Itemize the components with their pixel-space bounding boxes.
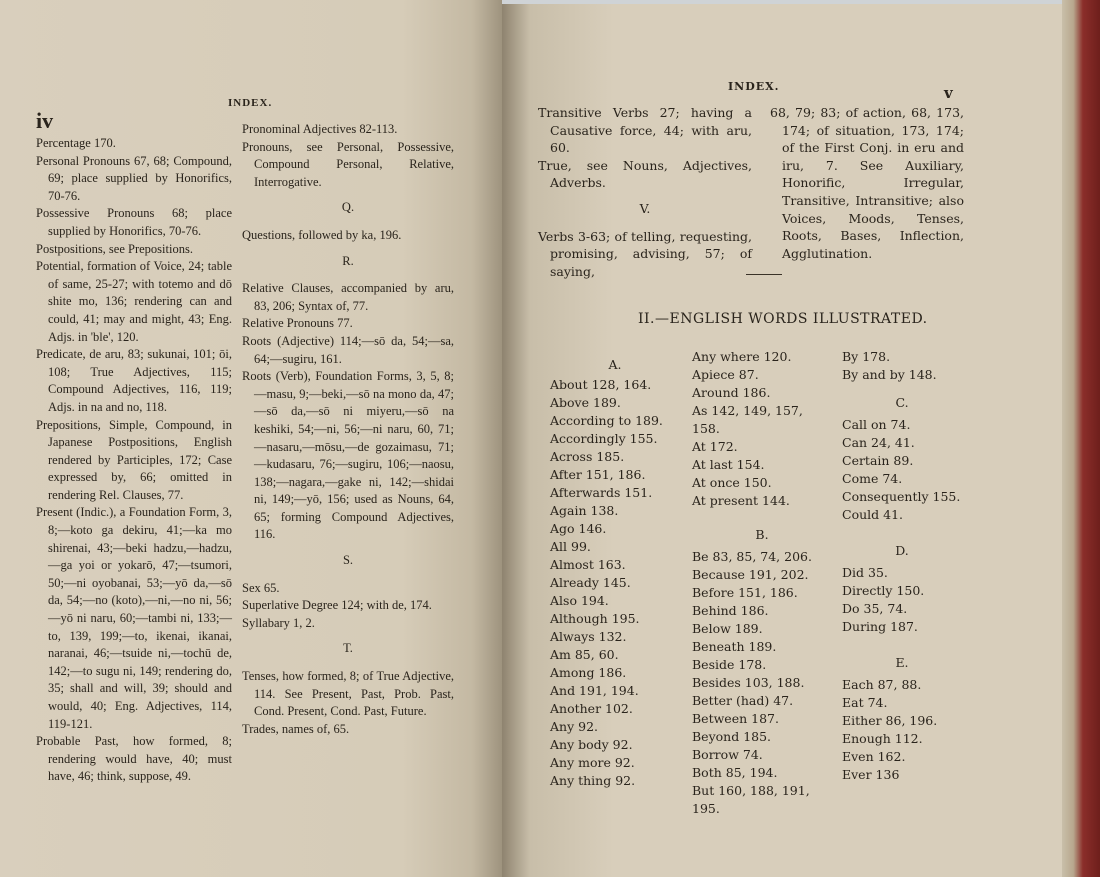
word-entry: Did 35. [842,565,888,580]
index-entry: Relative Clauses, accompanied by aru, 83, 206; Syntax of, 77. [242,281,454,313]
section-letter: S. [342,553,354,568]
word-entry: Be 83, 85, 74, 206. [692,549,812,564]
word-entry: Across 185. [550,449,625,464]
section-letter: T. [343,641,353,656]
word-entry: Both 85, 194. [692,765,778,780]
word-entry: But 160, 188, 191, 195. [692,783,810,816]
word-entry: Already 145. [550,575,631,590]
word-entry: Any more 92. [550,755,635,770]
index-entry: Pronominal Adjectives 82-113. [242,122,398,136]
spacer [842,784,962,792]
word-entry: Accordingly 155. [550,431,658,446]
word-entry: Above 189. [550,395,621,410]
index-entry: Roots (Adjective) 114;—sō da, 54;—sa, 64;—sugiru, 161. [242,333,454,366]
word-entry: Although 195. [550,611,640,626]
index-entry: 68, 79; 83; of action, 68, 173, 174; of situation, 173, 174; of the First Conj. in eru and iru, 7. See Auxiliary, Honorific, Irregular, Transitive, Intransitive; also Voices, Moods, Tenses, Roots, Bases, Inflection, Agglutination. [770,105,964,261]
section-letter: C. [895,395,909,410]
word-entry: Beyond 185. [692,729,772,744]
index-entry: Sex 65. [242,580,280,595]
index-entry: Questions, followed by ka, 196. [242,227,402,242]
word-entry: Any body 92. [550,737,633,752]
word-entry: Am 85, 60. [550,647,619,662]
index-entry: Superlative Degree 124; with de, 174. [242,598,432,613]
word-entry: Consequently 155. [842,489,961,504]
word-entry: Do 35, 74. [842,601,908,616]
section-letter: B. [755,527,769,542]
word-entry: Borrow 74. [692,747,763,762]
index-column-right-1 [538,104,752,280]
word-entry: Any thing 92. [550,773,636,788]
word-entry: Beneath 189. [692,639,777,654]
word-entry: Could 41. [842,507,903,522]
words-column-1 [550,356,680,790]
index-entry: Present (Indic.), a Foundation Form, 3, 8;—koto ga dekiru, 41;—ka mo shirenai, 43;—beki hadzu,—hadzu,—ga yoi or yokarō, 47;—tsumori, 50;—ni oyobanai, 53;—yō da,—sō da, 54;—no (koto),—ni,—no ni, 56;—yō ni naru, 60;—tambi ni, 133;—to, 139, 199;—to, ikenai, ikanai, naranai, 46;—tsuide ni,—tochū de, 142;—to sugu ni, 149; rendering do, 35; shall and will, 39; should and would, 40; Eng. Adjectives, 114, 119-121. [36,505,232,731]
word-entry: According to 189. [550,413,663,428]
index-entry: Prepositions, Simple, Compound, in Japanese Postpositions, English rendered by Participles, 172; Case expressed by, 66; omitted in rendering Rel. Clauses, 77. [36,417,232,502]
word-entry: Ever 136 [842,767,900,782]
word-entry: Around 186. [692,385,771,400]
index-entry: Syllabary 1, 2. [242,615,315,630]
word-entry: Always 132. [550,629,627,644]
word-entry: Almost 163. [550,557,626,572]
word-entry: Among 186. [550,665,627,680]
running-head-left: INDEX. [228,97,273,109]
word-entry: At 172. [692,439,738,454]
words-column-2 [692,348,832,818]
section-title: II.—ENGLISH WORDS ILLUSTRATED. [638,311,928,327]
word-entry: Enough 112. [842,731,923,746]
spacer [842,636,962,644]
word-entry: By 178. [842,349,891,364]
word-entry: Each 87, 88. [842,677,922,692]
word-entry: Either 86, 196. [842,713,938,728]
word-entry: Come 74. [842,471,903,486]
index-entry: Relative Pronouns 77. [242,316,353,331]
index-entry: Percentage 170. [36,136,116,150]
word-entry: Afterwards 151. [550,485,653,500]
section-letter: Q. [341,200,355,215]
word-entry: Besides 103, 188. [692,675,805,690]
section-letter: D. [895,543,909,558]
index-entry: Pronouns, see Personal, Possessive, Compound Personal, Relative, Interrogative. [242,139,454,189]
left-page [0,0,502,877]
spacer [842,524,962,532]
word-entry: Any where 120. [692,349,792,364]
word-entry: Behind 186. [692,603,769,618]
word-entry: Even 162. [842,749,906,764]
word-entry: Below 189. [692,621,763,636]
page-number-left: iv [36,108,54,133]
word-entry: Certain 89. [842,453,914,468]
word-entry: All 99. [550,539,591,554]
word-entry: Beside 178. [692,657,767,672]
word-entry: Call on 74. [842,417,911,432]
word-entry: During 187. [842,619,918,634]
word-entry: Directly 150. [842,583,925,598]
section-letter: R. [342,253,354,268]
index-entry: Trades, names of, 65. [242,721,350,736]
section-letter: V. [639,200,651,216]
word-entry: At present 144. [692,493,790,508]
index-entry: Transitive Verbs 27; having a Causative force, 44; with aru, 60. [538,105,752,156]
index-entry: Postpositions, see Prepositions. [36,241,193,256]
word-entry: As 142, 149, 157, 158. [692,403,803,436]
index-entry: Probable Past, how formed, 8; rendering would have, 40; must have, 46; think, suppose, 49. [36,734,232,784]
word-entry: About 128, 164. [550,377,652,392]
word-entry: Because 191, 202. [692,567,809,582]
index-column-left-1 [36,135,232,786]
word-entry: Again 138. [550,503,619,518]
word-entry: Another 102. [550,701,633,716]
word-entry: Can 24, 41. [842,435,915,450]
word-entry: Any 92. [550,719,598,734]
index-column-right-2 [770,104,964,262]
word-entry: Apiece 87. [692,367,759,382]
book-cover-edge [1062,0,1100,877]
word-entry: At last 154. [692,457,765,472]
index-entry: Potential, formation of Voice, 24; table of same, 25-27; with totemo and dō shite mo, 136; rendering can and could, 41; may and might, 43; Eng. Adjs. in 'ble', 120. [36,259,232,344]
word-entry: After 151, 186. [550,467,646,482]
word-entry: And 191, 194. [550,683,639,698]
word-entry: Also 194. [550,593,609,608]
page-number-right: v [944,84,953,102]
index-column-left-2 [242,121,454,738]
words-column-3 [842,348,962,792]
section-letter: E. [895,655,909,670]
index-entry: Predicate, de aru, 83; sukunai, 101; ōi, 108; True Adjectives, 115; Compound Adjectives, 116, 119; Adjs. in na and no, 118. [36,347,232,414]
running-head-right: INDEX. [728,80,780,93]
index-entry: Possessive Pronouns 68; place supplied by Honorifics, 70-76. [36,206,232,238]
word-entry: At once 150. [692,475,772,490]
word-entry: Ago 146. [550,521,607,536]
word-entry: Eat 74. [842,695,888,710]
word-entry: Between 187. [692,711,779,726]
word-entry: By and by 148. [842,367,937,382]
section-divider [746,274,782,275]
index-entry: Personal Pronouns 67, 68; Compound, 69; place supplied by Honorifics, 70-76. [36,153,232,203]
index-entry: Roots (Verb), Foundation Forms, 3, 5, 8;—masu, 9;—beki,—sō na mono da, 47;—sō da,—sō ni miyeru,—sō na keshiki, 54;—ni, 56;—ni naru, 60, 71;—nasaru,—mōsu,—de gozaimasu, 71;—kudasaru, 76;—sugiru, 106;—naosu, 138;—nagara,—gake ni, 142;—shidai ni, 149;—yō, 156; used as Nouns, 64, 65; forming Compound Adjectives, 116. [242,369,454,542]
index-entry: Verbs 3-63; of telling, requesting, promising, advising, 57; of saying, [538,228,752,279]
word-entry: Before 151, 186. [692,585,798,600]
index-entry: True, see Nouns, Adjectives, Adverbs. [538,157,752,191]
word-entry: Better (had) 47. [692,693,794,708]
index-entry: Tenses, how formed, 8; of True Adjective, 114. See Present, Past, Prob. Past, Cond. Present, Cond. Past, Future. [242,669,454,719]
section-letter: A. [608,357,622,372]
